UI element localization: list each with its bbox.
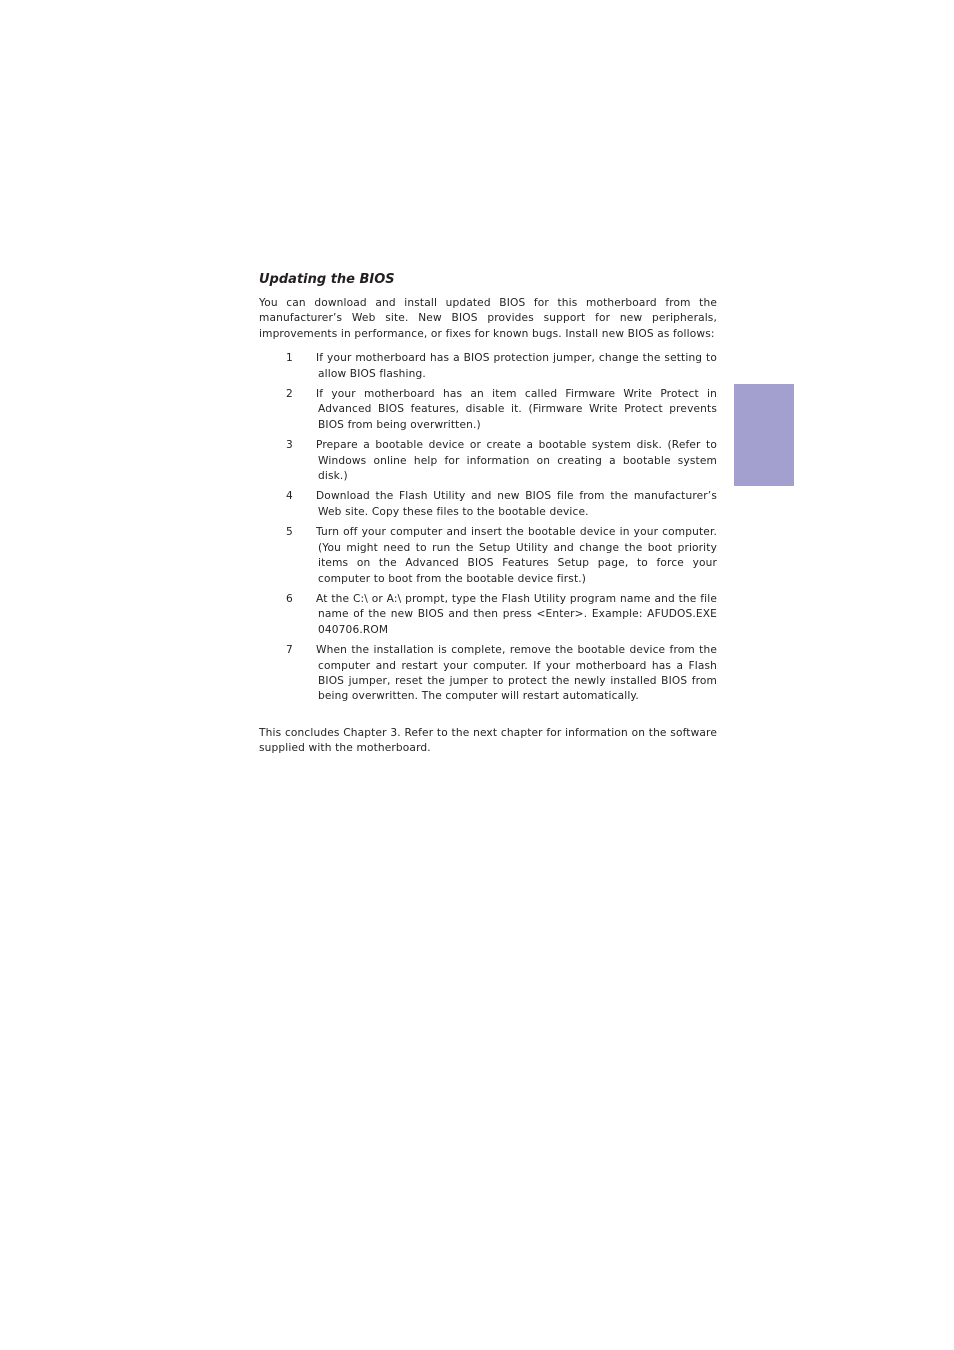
step-text: If your motherboard has an item called Firmware Write Protect in Advanced BIOS features, disable it. (Firmware Write Protect prevents BIOS from being overwritten.) — [316, 388, 717, 431]
intro-paragraph: You can download and install updated BIOS for this motherboard from the manufacturer’s Web site. New BIOS provides support for new peripherals, improvements in performance, or fixes for known bugs. Install new BIOS as follows: — [259, 297, 717, 340]
step-number: 6 — [286, 592, 293, 605]
step-text: Prepare a bootable device or create a bootable system disk. (Refer to Windows online help for information on creating a bootable system disk.) — [316, 439, 717, 483]
list-item — [259, 438, 717, 484]
step-text: Turn off your computer and insert the bootable device in your computer. (You might need to run the Setup Utility and change the boot priority items on the Advanced BIOS Features Setup page, to force your computer to boot from the bootable device first.) — [316, 526, 717, 585]
section-title: Updating the BIOS — [259, 272, 395, 287]
step-text: At the C:\ or A:\ prompt, type the Flash Utility program name and the file name of the new BIOS and then press <Enter>. Example: AFUDOS.EXE 040706.ROM — [316, 592, 717, 636]
step-number: 3 — [286, 439, 293, 452]
list-item — [259, 643, 717, 705]
step-number: 2 — [286, 388, 293, 401]
chapter-tab — [734, 384, 794, 486]
step-number: 1 — [286, 352, 293, 365]
step-text: Download the Flash Utility and new BIOS file from the manufacturer’s Web site. Copy these files to the bootable device. — [316, 490, 717, 518]
list-item — [259, 489, 717, 520]
step-number: 4 — [286, 490, 293, 503]
list-item — [259, 525, 717, 587]
step-number: 7 — [286, 644, 293, 657]
step-text: If your motherboard has a BIOS protection jumper, change the setting to allow BIOS flashing. — [316, 352, 717, 380]
conclusion-paragraph: This concludes Chapter 3. Refer to the next chapter for information on the software supplied with the motherboard. — [259, 727, 717, 755]
bios-update-section — [259, 271, 717, 710]
list-item — [259, 592, 717, 638]
list-item — [259, 387, 717, 433]
step-text: When the installation is complete, remove the bootable device from the computer and restart your computer. If your motherboard has a Flash BIOS jumper, reset the jumper to protect the newly installed BIOS from being overwritten. The computer will restart automatically. — [316, 644, 717, 703]
step-number: 5 — [286, 526, 293, 539]
list-item — [259, 351, 717, 382]
steps-list — [259, 351, 717, 705]
